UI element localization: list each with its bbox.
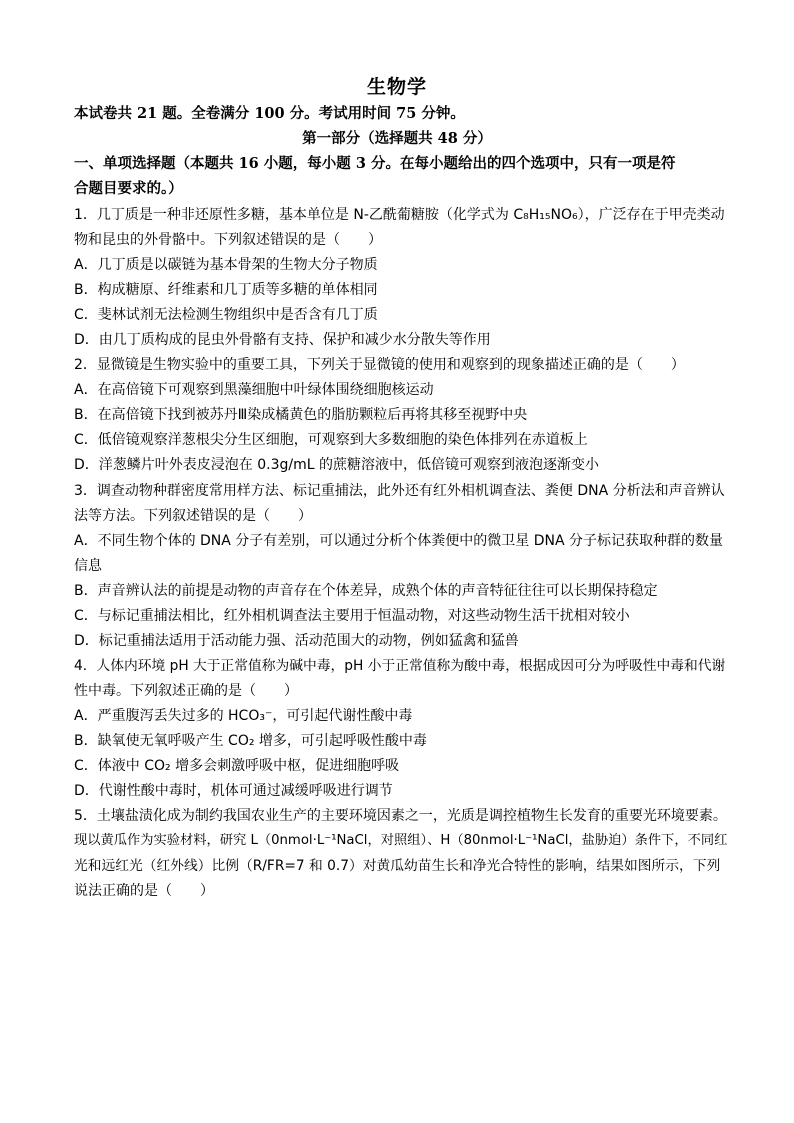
- question-2-option-b: B．在高倍镜下找到被苏丹Ⅲ染成橘黄色的脂肪颗粒后再将其移至视野中央: [74, 407, 528, 423]
- question-1-option-c: C．斐林试剂无法检测生物组织中是否含有几丁质: [74, 307, 378, 323]
- section-heading-line2: 合题目要求的。）: [74, 180, 183, 197]
- question-4-option-d: D．代谢性酸中毒时，机体可通过减缓呼吸进行调节: [74, 783, 393, 799]
- question-2-option-a: A．在高倍镜下可观察到黑藻细胞中叶绿体围绕细胞核运动: [74, 382, 434, 398]
- question-5-stem-line2: 现以黄瓜作为实验材料，研究 L（0nmol·L⁻¹NaCl，对照组）、H（80nmol·L⁻¹NaCl，盐胁迫）条件下，不同红: [74, 833, 728, 848]
- question-5-stem-line4: 说法正确的是（ ）: [74, 883, 214, 899]
- page-title: 生物学: [366, 76, 427, 98]
- part-heading: 第一部分（选择题共 48 分）: [302, 130, 492, 147]
- question-4-stem-line2: 性中毒。下列叙述正确的是（ ）: [74, 683, 298, 699]
- question-1-option-a: A．几丁质是以碳链为基本骨架的生物大分子物质: [74, 257, 378, 273]
- question-1-option-d: D．由几丁质构成的昆虫外骨骼有支持、保护和减少水分散失等作用: [74, 332, 491, 348]
- question-5-stem-line3: 光和远红光（红外线）比例（R/FR=7 和 0.7）对黄瓜幼苗生长和净光合特性的影响，结果如图所示，下列: [74, 858, 721, 874]
- question-4-option-a: A．严重腹泻丢失过多的 HCO₃⁻，可引起代谢性酸中毒: [74, 708, 413, 724]
- question-2-option-d: D．洋葱鳞片叶外表皮浸泡在 0.3g/mL 的蔗糖溶液中，低倍镜可观察到液泡逐渐变小: [74, 457, 599, 473]
- question-3-option-b: B．声音辨认法的前提是动物的声音存在个体差异，成熟个体的声音特征往往可以长期保持稳定: [74, 583, 658, 599]
- exam-intro: 本试卷共 21 题。全卷满分 100 分。考试用时间 75 分钟。: [74, 105, 465, 122]
- question-2-option-c: C．低倍镜观察洋葱根尖分生区细胞，可观察到大多数细胞的染色体排列在赤道板上: [74, 432, 588, 448]
- question-4-stem-line1: 4．人体内环境 pH 大于正常值称为碱中毒，pH 小于正常值称为酸中毒，根据成因可分为呼吸性中毒和代谢: [74, 658, 726, 674]
- question-2-stem-line1: 2．显微镜是生物实验中的重要工具，下列关于显微镜的使用和观察到的现象描述正确的是（ ）: [74, 357, 685, 373]
- question-3-stem-line1: 3．调查动物种群密度常用样方法、标记重捕法，此外还有红外相机调查法、粪便 DNA 分析法和声音辨认: [74, 483, 725, 499]
- question-4-option-b: B．缺氧使无氧呼吸产生 CO₂ 增多，可引起呼吸性酸中毒: [74, 733, 427, 749]
- question-3-stem-line2: 法等方法。下列叙述错误的是（ ）: [74, 508, 312, 524]
- question-3-option-a-line1: A．不同生物个体的 DNA 分子有差别，可以通过分析个体粪便中的微卫星 DNA 分子标记获取种群的数量: [74, 533, 724, 549]
- question-4-option-c: C．体液中 CO₂ 增多会刺激呼吸中枢，促进细胞呼吸: [74, 758, 400, 774]
- question-5-stem-line1: 5．土壤盐渍化成为制约我国农业生产的主要环境因素之一，光质是调控植物生长发育的重要光环境要素。: [74, 808, 727, 824]
- question-3-option-c: C．与标记重捕法相比，红外相机调查法主要用于恒温动物，对这些动物生活干扰相对较小: [74, 608, 630, 624]
- question-1-stem-line1: 1．几丁质是一种非还原性多糖，基本单位是 N-乙酰葡糖胺（化学式为 C₈H₁₅NO₆），广泛存在于甲壳类动: [74, 207, 725, 223]
- question-1-stem-line2: 物和昆虫的外骨骼中。下列叙述错误的是（ ）: [74, 232, 382, 248]
- question-3-option-d: D．标记重捕法适用于活动能力强、活动范围大的动物，例如猛禽和猛兽: [74, 633, 519, 649]
- section-heading-line1: 一、单项选择题（本题共 16 小题，每小题 3 分。在每小题给出的四个选项中，只有一项是符: [74, 155, 676, 172]
- question-1-option-b: B．构成糖原、纤维素和几丁质等多糖的单体相同: [74, 282, 378, 298]
- question-3-option-a-line2: 信息: [74, 558, 102, 574]
